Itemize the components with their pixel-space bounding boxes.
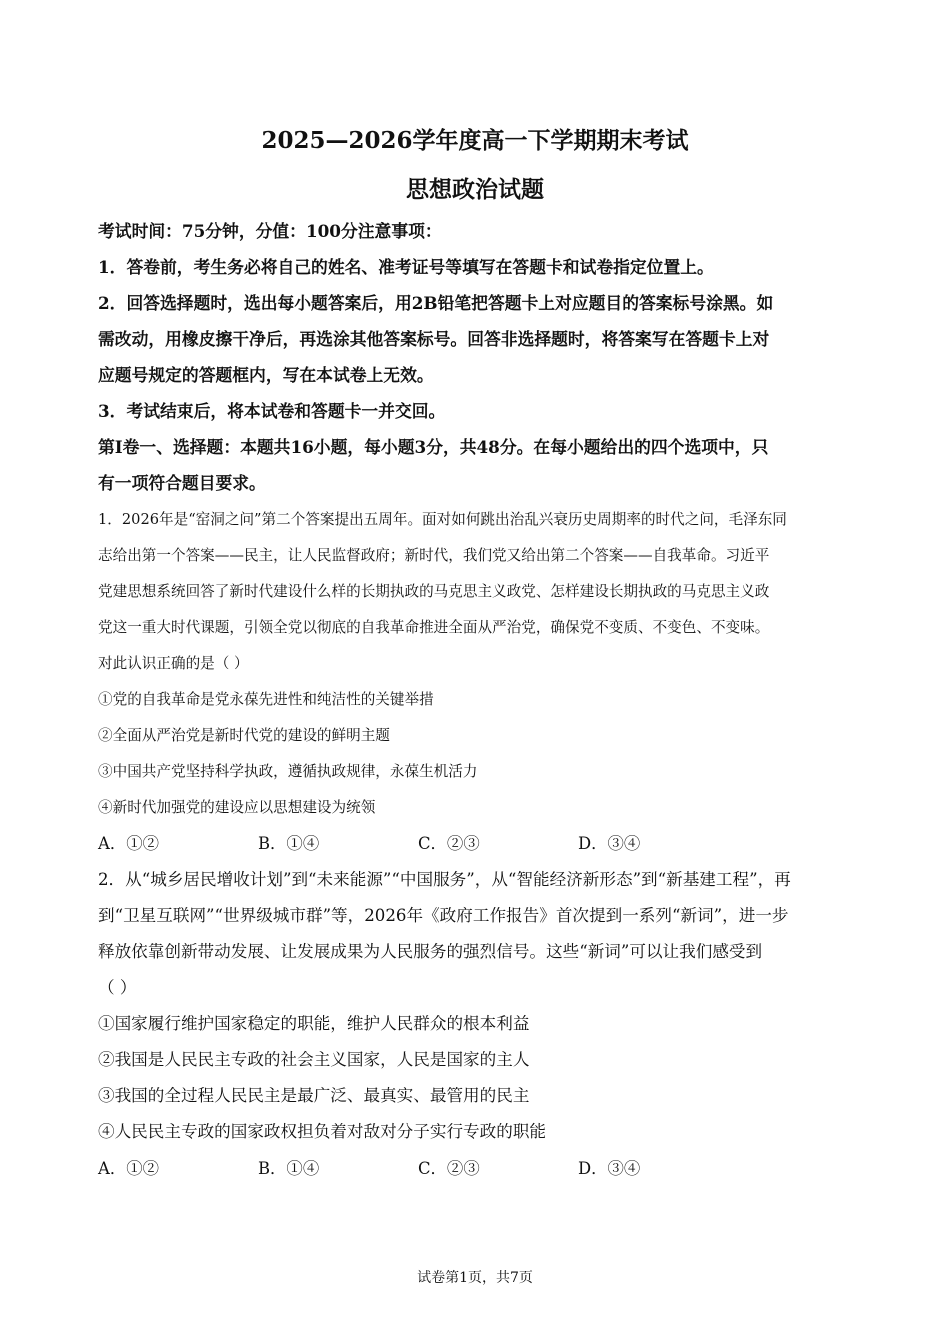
q2-stem-line-4: （ ） bbox=[98, 978, 137, 997]
q2-stem-line-2: 到“卫星互联网”“世界级城市群”等，2026年《政府工作报告》首次提到一系列“新词”，进一步 bbox=[98, 906, 789, 925]
q1-statement-2: ②全面从严治党是新时代党的建设的鲜明主题 bbox=[98, 727, 390, 744]
q1-stem-line-2: 志给出第一个答案——民主，让人民监督政府；新时代，我们党又给出第二个答案——自我革命。习近平 bbox=[98, 547, 770, 564]
q1-option-a: A．①② bbox=[98, 834, 160, 853]
instruction-2-line-2: 需改动，用橡皮擦干净后，再选涂其他答案标号。回答非选择题时，将答案写在答题卡上对 bbox=[98, 329, 770, 349]
q1-statement-1: ①党的自我革命是党永葆先进性和纯洁性的关键举措 bbox=[98, 691, 434, 708]
instruction-3: 3．考试结束后，将本试卷和答题卡一并交回。 bbox=[98, 401, 446, 421]
exam-title: 2025—2026学年度高一下学期期末考试 bbox=[261, 127, 689, 154]
exam-time-score: 考试时间：75分钟，分值：100分注意事项： bbox=[98, 221, 442, 241]
q2-statement-1: ①国家履行维护国家稳定的职能，维护人民群众的根本利益 bbox=[98, 1014, 530, 1033]
q1-stem-line-3: 党建思想系统回答了新时代建设什么样的长期执政的马克思主义政党、怎样建设长期执政的马克思主义政 bbox=[98, 583, 770, 600]
q1-statement-4: ④新时代加强党的建设应以思想建设为统领 bbox=[98, 799, 376, 816]
q2-stem-line-3: 释放依靠创新带动发展、让发展成果为人民服务的强烈信号。这些“新词”可以让我们感受到 bbox=[98, 942, 763, 961]
q1-option-c: C．②③ bbox=[418, 834, 480, 853]
q1-stem-line-5: 对此认识正确的是（ ） bbox=[98, 655, 249, 672]
instruction-2-line-1: 2．回答选择题时，选出每小题答案后，用2B铅笔把答题卡上对应题目的答案标号涂黑。如 bbox=[98, 293, 774, 313]
q2-statement-4: ④人民民主专政的国家政权担负着对敌对分子实行专政的职能 bbox=[98, 1122, 547, 1141]
q2-option-c: C．②③ bbox=[418, 1159, 480, 1178]
q2-option-b: B．①④ bbox=[258, 1159, 320, 1178]
q2-statement-3: ③我国的全过程人民民主是最广泛、最真实、最管用的民主 bbox=[98, 1086, 530, 1105]
q1-statement-3: ③中国共产党坚持科学执政，遵循执政规律，永葆生机活力 bbox=[98, 763, 478, 780]
q2-option-d: D．③④ bbox=[578, 1159, 641, 1178]
q2-statement-2: ②我国是人民民主专政的社会主义国家，人民是国家的主人 bbox=[98, 1050, 530, 1069]
exam-subtitle: 思想政治试题 bbox=[406, 176, 544, 203]
q2-option-a: A．①② bbox=[98, 1159, 160, 1178]
q1-stem-line-4: 党这一重大时代课题，引领全党以彻底的自我革命推进全面从严治党，确保党不变质、不变色、不变味。 bbox=[98, 619, 770, 636]
q2-stem-line-1: 2．从“城乡居民增收计划”到“未来能源”“中国服务”，从“智能经济新形态”到“新基建工程”，再 bbox=[98, 870, 791, 889]
q1-stem-line-1: 1．2026年是“窑洞之问”第二个答案提出五周年。面对如何跳出治乱兴衰历史周期率的时代之问，毛泽东同 bbox=[98, 511, 787, 528]
page-footer: 试卷第1页，共7页 bbox=[417, 1270, 533, 1286]
section-heading-line-1: 第Ⅰ卷一、选择题：本题共16小题，每小题3分，共48分。在每小题给出的四个选项中，只 bbox=[98, 437, 769, 457]
section-heading-line-2: 有一项符合题目要求。 bbox=[98, 473, 266, 493]
q1-option-d: D．③④ bbox=[578, 834, 641, 853]
q1-option-b: B．①④ bbox=[258, 834, 320, 853]
instruction-1: 1．答卷前，考生务必将自己的姓名、准考证号等填写在答题卡和试卷指定位置上。 bbox=[98, 257, 714, 277]
instruction-2-line-3: 应题号规定的答题框内，写在本试卷上无效。 bbox=[98, 365, 434, 385]
